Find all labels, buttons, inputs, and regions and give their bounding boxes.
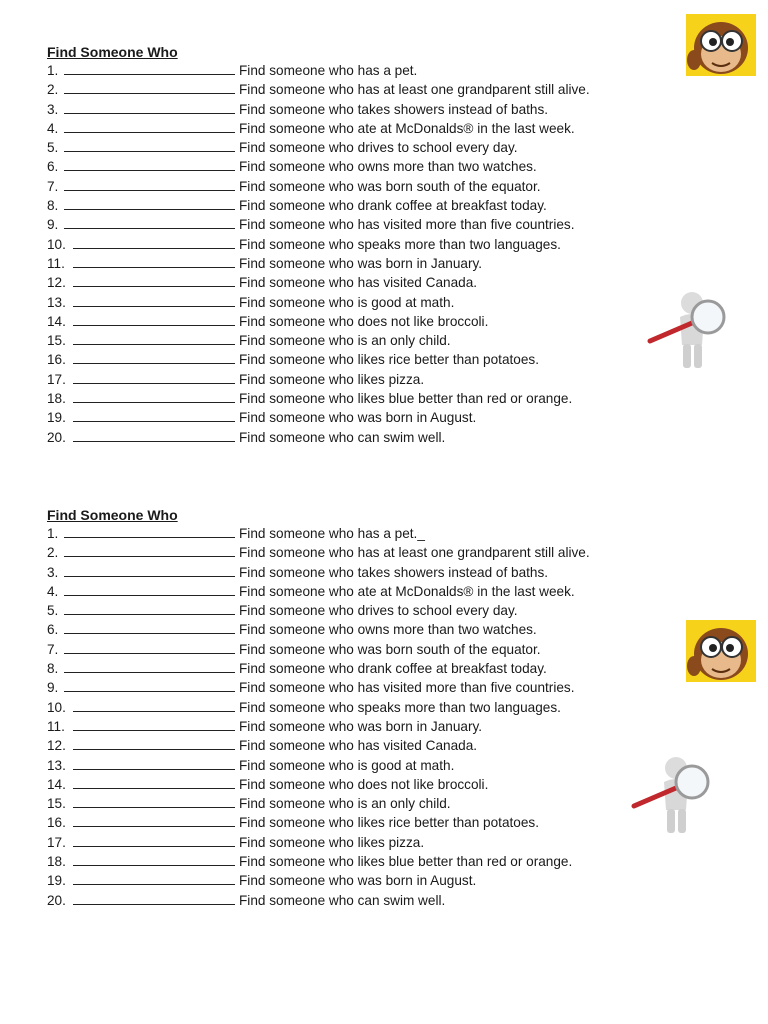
list-item (47, 543, 667, 562)
list-item (47, 273, 667, 292)
item-prompt: Find someone who speaks more than two languages. (239, 236, 561, 252)
item-prompt: Find someone who is an only child. (239, 333, 451, 349)
item-number: 1. (47, 526, 59, 541)
item-prompt: Find someone who has a pet. (239, 63, 418, 78)
item-prompt: Find someone who was born south of the equator. (239, 178, 541, 194)
item-number: 3. (47, 564, 59, 580)
list-item (47, 177, 667, 196)
list-item (47, 736, 667, 755)
item-number: 20. (47, 429, 66, 445)
item-number: 1. (47, 63, 59, 78)
answer-blank-line[interactable] (64, 101, 235, 114)
answer-blank-line[interactable] (73, 409, 235, 422)
list-item (47, 524, 667, 543)
item-prompt: Find someone who has visited more than five countries. (239, 217, 575, 233)
item-prompt: Find someone who can swim well. (239, 429, 446, 445)
list-item (47, 428, 667, 447)
answer-blank-line[interactable] (73, 814, 235, 827)
worksheet-title: Find Someone Who (47, 44, 178, 60)
item-number: 18. (47, 854, 66, 870)
list-item (47, 389, 667, 408)
list-item (47, 813, 667, 832)
item-prompt: Find someone who can swim well. (239, 892, 446, 908)
item-prompt: Find someone who likes rice better than potatoes. (239, 815, 539, 831)
list-item (47, 659, 667, 678)
answer-blank-line[interactable] (64, 544, 235, 557)
answer-blank-line[interactable] (73, 274, 235, 287)
item-number: 11. (47, 255, 65, 271)
item-number: 5. (47, 603, 59, 619)
item-number: 17. (47, 371, 66, 387)
answer-blank-line[interactable] (73, 390, 235, 403)
item-prompt: Find someone who likes blue better than red or orange. (239, 854, 573, 870)
worksheet-1 (47, 43, 667, 447)
item-prompt: Find someone who was born in January. (239, 255, 483, 271)
list-item (47, 698, 667, 717)
item-prompt: Find someone who has visited more than five countries. (239, 680, 575, 696)
item-prompt: Find someone who was born in August. (239, 873, 477, 889)
item-prompt: Find someone who has at least one grandparent still alive. (239, 82, 590, 98)
answer-blank-line[interactable] (73, 699, 235, 712)
item-prompt: Find someone who has at least one grandparent still alive. (239, 545, 590, 561)
list-item (47, 293, 667, 312)
cartoon-monkey-with-glasses-icon (686, 14, 756, 76)
answer-blank-line[interactable] (73, 332, 235, 345)
item-number: 8. (47, 661, 59, 677)
item-number: 19. (47, 873, 66, 889)
item-prompt: Find someone who has visited Canada. (239, 738, 478, 754)
item-number: 14. (47, 776, 66, 792)
answer-blank-line[interactable] (64, 641, 235, 654)
item-prompt: Find someone who likes blue better than red or orange. (239, 391, 573, 407)
list-item (47, 775, 667, 794)
item-number: 9. (47, 217, 59, 233)
list-item (47, 408, 667, 427)
list-item (47, 312, 667, 331)
item-prompt: Find someone who was born south of the equator. (239, 641, 541, 657)
item-number: 14. (47, 313, 66, 329)
answer-blank-line[interactable] (64, 564, 235, 577)
answer-blank-line[interactable] (73, 236, 235, 249)
item-number: 10. (47, 699, 66, 715)
item-number: 11. (47, 718, 65, 734)
item-prompt: Find someone who owns more than two watches. (239, 159, 537, 175)
item-number: 13. (47, 757, 66, 773)
answer-blank-line[interactable] (73, 795, 235, 808)
worksheet-2 (47, 506, 667, 910)
item-prompt: Find someone who does not like broccoli. (239, 313, 489, 329)
list-item (47, 891, 667, 910)
item-number: 6. (47, 159, 59, 175)
list-item (47, 157, 667, 176)
list-item (47, 331, 667, 350)
answer-blank-line[interactable] (73, 776, 235, 789)
answer-blank-line[interactable] (73, 737, 235, 750)
worksheet-list (47, 61, 667, 447)
item-number: 13. (47, 294, 66, 310)
item-prompt: Find someone who likes pizza. (239, 371, 425, 387)
answer-blank-line[interactable] (64, 120, 235, 133)
item-prompt: Find someone who was born in August. (239, 410, 477, 426)
answer-blank-line[interactable] (64, 602, 235, 615)
list-item (47, 640, 667, 659)
answer-blank-line[interactable] (73, 255, 235, 268)
answer-blank-line[interactable] (64, 621, 235, 634)
item-number: 6. (47, 622, 59, 638)
answer-blank-line[interactable] (73, 429, 235, 442)
answer-blank-line[interactable] (73, 834, 235, 847)
list-item (47, 678, 667, 697)
item-prompt: Find someone who drank coffee at breakfast today. (239, 661, 547, 677)
answer-blank-line[interactable] (73, 371, 235, 384)
item-number: 7. (47, 178, 59, 194)
answer-blank-line[interactable] (64, 178, 235, 191)
list-item (47, 833, 667, 852)
item-prompt: Find someone who speaks more than two languages. (239, 699, 561, 715)
answer-blank-line[interactable] (73, 853, 235, 866)
list-item (47, 350, 667, 369)
list-item (47, 717, 667, 736)
item-number: 19. (47, 410, 66, 426)
list-item (47, 235, 667, 254)
list-item (47, 196, 667, 215)
list-item (47, 620, 667, 639)
item-prompt: Find someone who likes rice better than potatoes. (239, 352, 539, 368)
item-number: 2. (47, 82, 59, 98)
answer-blank-line[interactable] (73, 892, 235, 905)
answer-blank-line[interactable] (64, 660, 235, 673)
item-prompt: Find someone who takes showers instead of baths. (239, 564, 549, 580)
item-number: 10. (47, 236, 66, 252)
item-number: 8. (47, 198, 59, 214)
list-item (47, 756, 667, 775)
answer-blank-line[interactable] (73, 718, 235, 731)
item-prompt: Find someone who drank coffee at breakfast today. (239, 198, 547, 214)
answer-blank-line[interactable] (64, 583, 235, 596)
answer-blank-line[interactable] (64, 62, 235, 75)
list-item (47, 100, 667, 119)
list-item (47, 370, 667, 389)
list-item (47, 582, 667, 601)
item-prompt: Find someone who was born in January. (239, 718, 483, 734)
list-item (47, 215, 667, 234)
list-item (47, 601, 667, 620)
item-prompt: Find someone who is good at math. (239, 757, 455, 773)
item-number: 20. (47, 892, 66, 908)
item-number: 16. (47, 815, 66, 831)
answer-blank-line[interactable] (73, 294, 235, 307)
list-item (47, 119, 667, 138)
item-prompt: Find someone who does not like broccoli. (239, 776, 489, 792)
item-number: 15. (47, 796, 66, 812)
answer-blank-line[interactable] (73, 757, 235, 770)
item-prompt: Find someone who drives to school every day. (239, 140, 518, 156)
item-number: 4. (47, 583, 59, 599)
item-prompt: Find someone who is an only child. (239, 796, 451, 812)
list-item (47, 794, 667, 813)
cartoon-monkey-with-glasses-icon (686, 620, 756, 682)
answer-blank-line[interactable] (64, 679, 235, 692)
answer-blank-line[interactable] (64, 525, 235, 538)
item-number: 3. (47, 101, 59, 117)
item-number: 2. (47, 545, 59, 561)
answer-blank-line[interactable] (64, 216, 235, 229)
item-prompt: Find someone who drives to school every day. (239, 603, 518, 619)
item-number: 17. (47, 834, 66, 850)
item-number: 5. (47, 140, 59, 156)
item-prompt: Find someone who owns more than two watches. (239, 622, 537, 638)
list-item (47, 61, 667, 80)
answer-blank-line[interactable] (64, 81, 235, 94)
item-prompt: Find someone who has visited Canada. (239, 275, 478, 291)
answer-blank-line[interactable] (73, 351, 235, 364)
item-number: 18. (47, 391, 66, 407)
item-number: 9. (47, 680, 59, 696)
worksheet-list (47, 524, 667, 910)
worksheet-title: Find Someone Who (47, 507, 178, 523)
item-prompt: Find someone who takes showers instead of baths. (239, 101, 549, 117)
item-prompt: Find someone who is good at math. (239, 294, 455, 310)
list-item (47, 138, 667, 157)
list-item (47, 254, 667, 273)
item-number: 12. (47, 275, 66, 291)
answer-blank-line[interactable] (64, 158, 235, 171)
item-number: 16. (47, 352, 66, 368)
item-number: 7. (47, 641, 59, 657)
list-item (47, 80, 667, 99)
list-item (47, 852, 667, 871)
item-prompt: Find someone who likes pizza. (239, 834, 425, 850)
item-number: 4. (47, 120, 59, 136)
answer-blank-line[interactable] (73, 313, 235, 326)
item-prompt: Find someone who has a pet._ (239, 526, 425, 541)
item-prompt: Find someone who ate at McDonalds® in the last week. (239, 583, 575, 599)
item-number: 12. (47, 738, 66, 754)
list-item (47, 871, 667, 890)
item-prompt: Find someone who ate at McDonalds® in the last week. (239, 120, 575, 136)
answer-blank-line[interactable] (73, 872, 235, 885)
answer-blank-line[interactable] (64, 139, 235, 152)
answer-blank-line[interactable] (64, 197, 235, 210)
list-item (47, 563, 667, 582)
item-number: 15. (47, 333, 66, 349)
